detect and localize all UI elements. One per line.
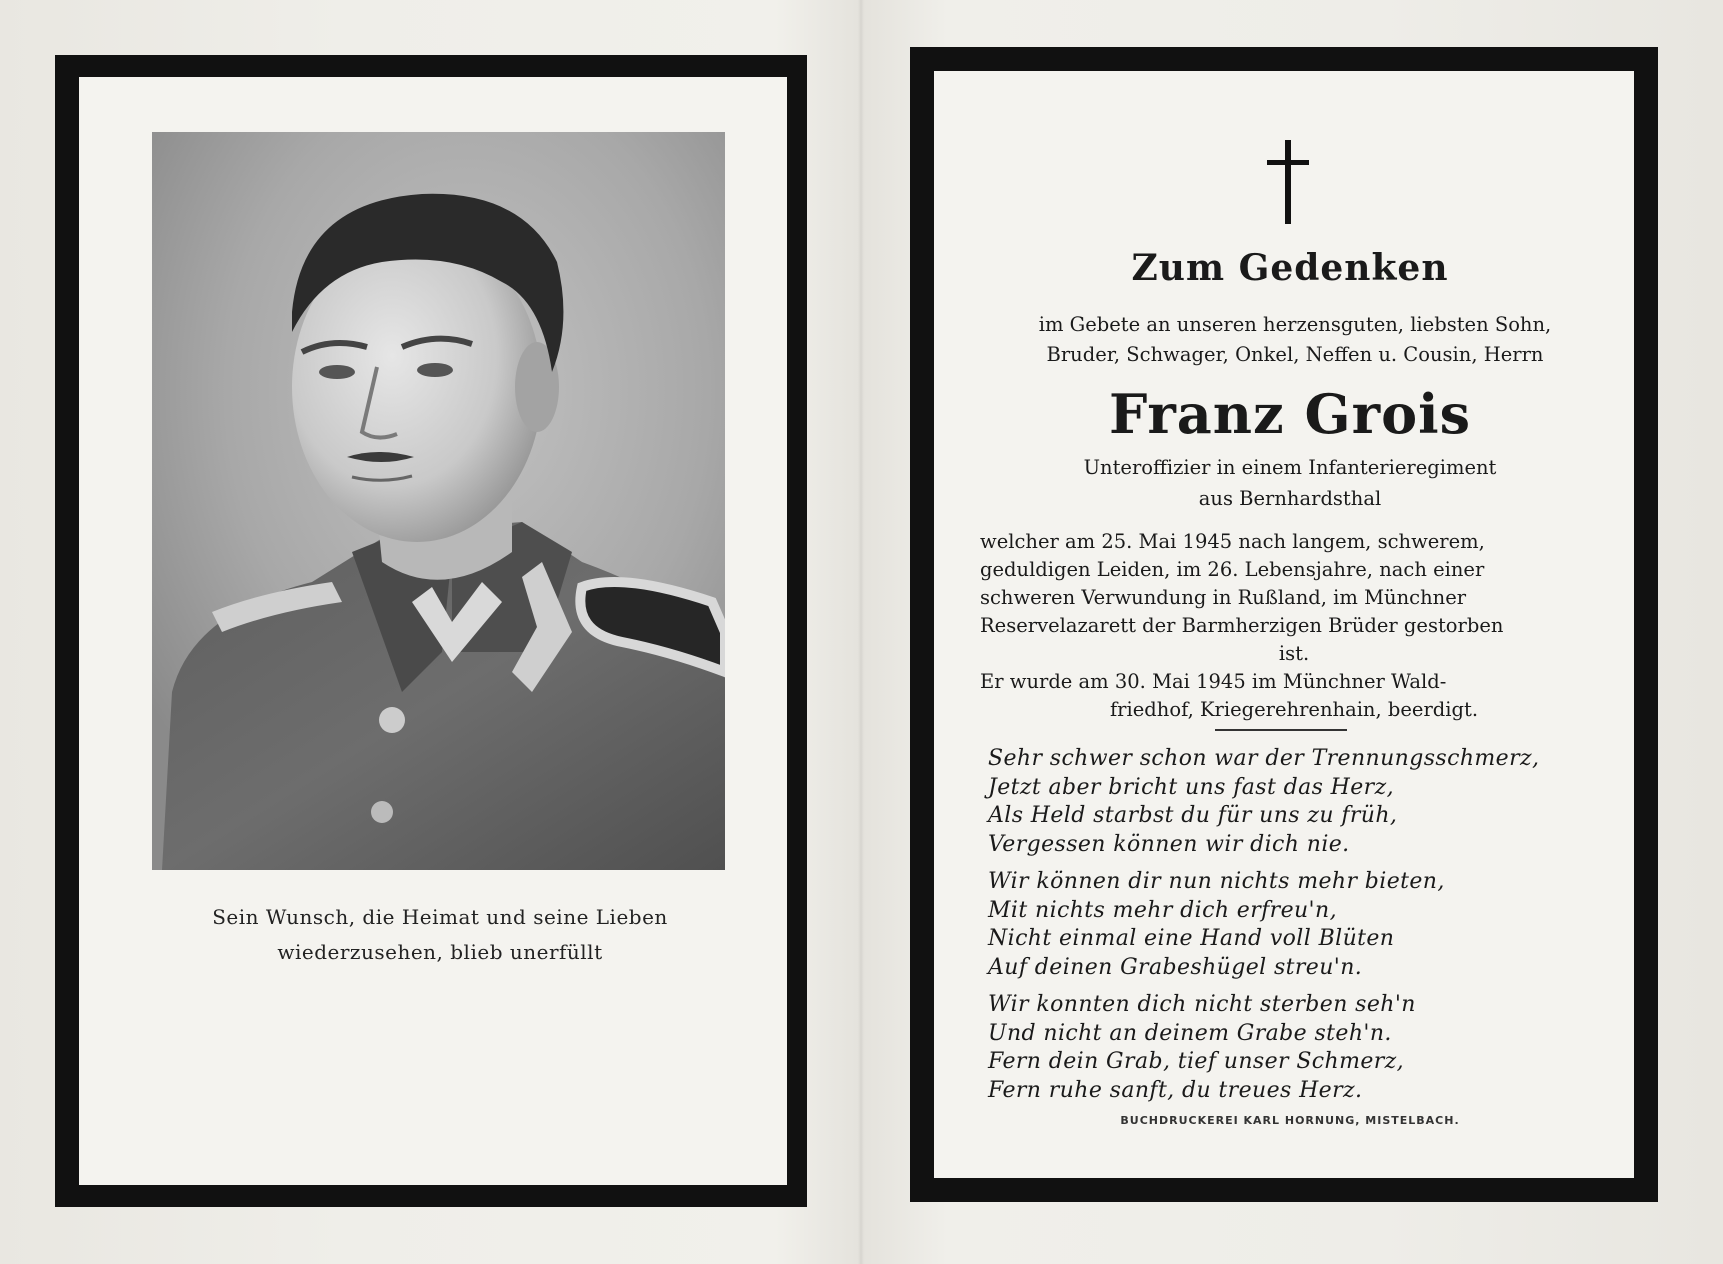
cross-icon <box>1265 140 1311 224</box>
intro-text <box>975 310 1615 370</box>
poem-line: Nicht einmal eine Hand voll Blüten <box>988 926 1395 951</box>
poem-stanza-3 <box>988 991 1608 1105</box>
memorial-poem <box>988 745 1608 1114</box>
card-title: Zum Gedenken <box>1131 247 1449 289</box>
poem-stanza-2 <box>988 868 1608 982</box>
divider <box>1215 729 1347 731</box>
deceased-name: Franz Grois <box>1108 382 1472 446</box>
poem-stanza-1 <box>988 745 1608 859</box>
poem-line: Sehr schwer schon war der Trennungsschmerz, <box>988 746 1540 771</box>
caption-line-1: Sein Wunsch, die Heimat und seine Lieben <box>212 905 668 929</box>
body-line-6: Er wurde am 30. Mai 1945 im Münchner Wald- <box>980 670 1447 693</box>
poem-line: Jetzt aber bricht uns fast das Herz, <box>988 774 1394 800</box>
poem-line: Fern dein Grab, tief unser Schmerz, <box>988 1049 1405 1074</box>
rank-text <box>960 452 1620 514</box>
portrait-photo-icon <box>152 132 725 870</box>
poem-line: Fern ruhe sanft, du treues Herz. <box>988 1077 1363 1103</box>
body-line-2: geduldigen Leiden, im 26. Lebensjahre, nach einer <box>980 558 1485 581</box>
poem-line: Mit nichts mehr dich erfreu'n, <box>988 897 1337 923</box>
poem-line: Auf deinen Grabeshügel streu'n. <box>988 954 1363 980</box>
rank-line-1: Unteroffizier in einem Infanterieregiment <box>1083 456 1497 479</box>
printer-imprint: BUCHDRUCKEREI KARL HORNUNG, MISTELBACH. <box>1120 1114 1460 1127</box>
photo-caption <box>130 900 750 970</box>
poem-line: Wir konnten dich nicht sterben seh'n <box>988 992 1416 1017</box>
death-notice-text <box>980 528 1608 724</box>
body-line-4: Reservelazarett der Barmherzigen Brüder gestorben <box>980 614 1504 637</box>
card-fold <box>858 0 864 1264</box>
body-line-5: ist. <box>1278 642 1310 665</box>
poem-line: Als Held starbst du für uns zu früh, <box>988 803 1398 828</box>
body-line-7: friedhof, Kriegerehrenhain, beerdigt. <box>1109 698 1479 721</box>
rank-line-2: aus Bernhardsthal <box>1198 487 1382 510</box>
poem-line: Vergessen können wir dich nie. <box>988 831 1350 857</box>
intro-line-2: Bruder, Schwager, Onkel, Neffen u. Cousin, Herrn <box>1046 343 1544 366</box>
body-line-3: schweren Verwundung in Rußland, im Münchner <box>980 586 1467 609</box>
portrait-photo <box>152 132 725 870</box>
poem-line: Und nicht an deinem Grabe steh'n. <box>988 1020 1392 1046</box>
body-line-1: welcher am 25. Mai 1945 nach langem, schwerem, <box>980 530 1485 553</box>
caption-line-2: wiederzusehen, blieb unerfüllt <box>277 940 603 964</box>
intro-line-1: im Gebete an unseren herzensguten, liebsten Sohn, <box>1038 313 1552 336</box>
poem-line: Wir können dir nun nichts mehr bieten, <box>988 869 1445 894</box>
